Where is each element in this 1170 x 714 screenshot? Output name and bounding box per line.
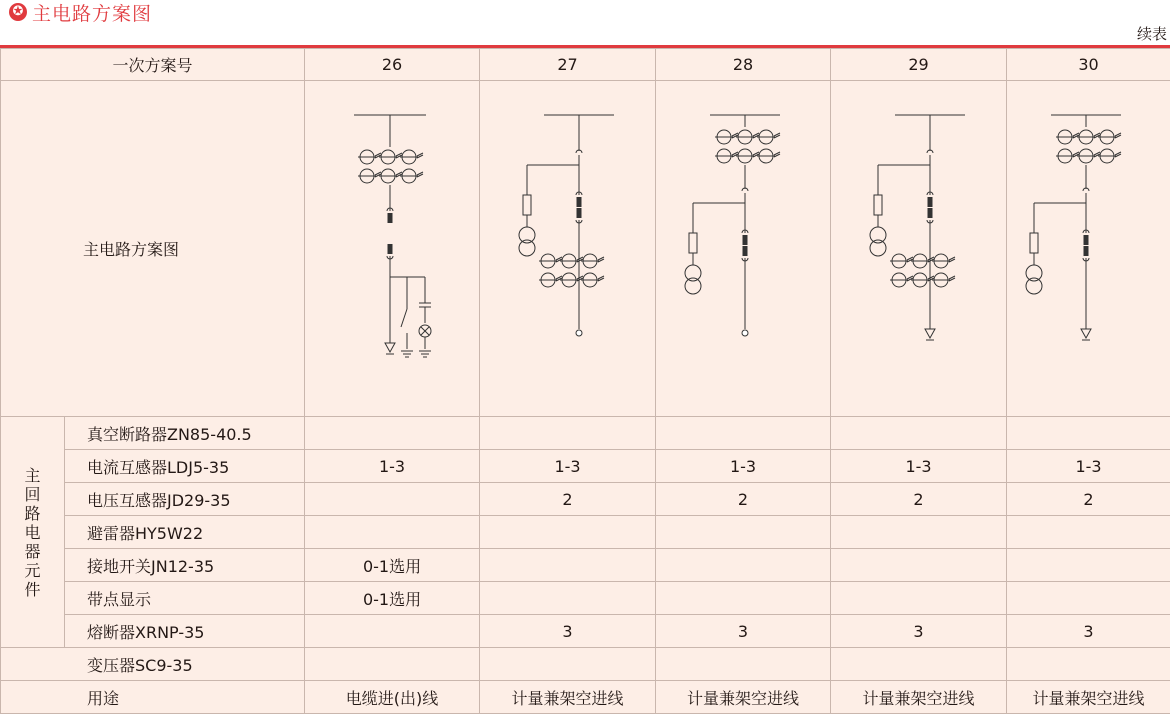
circuit-diagram-30: [1007, 81, 1170, 417]
table-cell: 2: [480, 483, 656, 516]
circuit-diagram-26-svg: [305, 81, 480, 416]
table-cell: 1-3: [305, 450, 480, 483]
table-cell: 电缆进(出)线: [305, 681, 480, 714]
group-char: 器: [1, 542, 64, 561]
table-row: [1, 681, 1170, 714]
diagram-row-label: 主电路方案图: [1, 81, 305, 417]
arrester-icon: [1081, 329, 1091, 338]
table-cell: [831, 582, 1007, 615]
table-row: [1, 450, 1170, 483]
scheme-table: [0, 48, 1170, 714]
row-label: 熔断器XRNP-35: [65, 615, 305, 648]
circuit-diagram-28-svg: [656, 81, 831, 416]
table-cell: [480, 648, 656, 681]
circuit-diagram-30-svg: [1007, 81, 1170, 416]
diagram-row: [1, 81, 1170, 417]
voltage-transformer-icon: [870, 227, 886, 243]
circuit-diagram-27: [480, 81, 656, 417]
ct-arrow: [1115, 152, 1121, 157]
row-label: 变压器SC9-35: [1, 648, 305, 681]
fuse-icon: [523, 195, 531, 215]
ct-arrow: [774, 133, 780, 138]
voltage-transformer-icon: [519, 240, 535, 256]
section-header: [0, 0, 1170, 48]
table-cell: 3: [831, 615, 1007, 648]
row-label: 接地开关JN12-35: [65, 549, 305, 582]
fuse-icon: [689, 233, 697, 253]
terminal-icon: [742, 330, 748, 336]
ct-arrow: [949, 276, 955, 281]
table-row: [1, 483, 1170, 516]
table-cell: [1007, 648, 1170, 681]
table-cell: 3: [656, 615, 831, 648]
row-label: 带点显示: [65, 582, 305, 615]
table-cell: [1007, 549, 1170, 582]
ct-arrow: [417, 153, 423, 158]
scheme-number: 28: [656, 49, 831, 81]
table-cell: [1007, 582, 1170, 615]
fuse-icon: [1030, 233, 1038, 253]
table-cell: [305, 516, 480, 549]
table-cell: [831, 417, 1007, 450]
table-cell: [831, 648, 1007, 681]
circuit-diagram-26: [305, 81, 480, 417]
voltage-transformer-icon: [685, 278, 701, 294]
group-char: 路: [1, 504, 64, 523]
row-label: 电流互感器LDJ5-35: [65, 450, 305, 483]
ct-arrow: [949, 257, 955, 262]
section-title: 主电路方案图: [32, 0, 152, 26]
header-row: [1, 49, 1170, 81]
arrester-icon: [385, 343, 395, 352]
scheme-number: 27: [480, 49, 656, 81]
table-cell: 计量兼架空进线: [656, 681, 831, 714]
row-label: 避雷器HY5W22: [65, 516, 305, 549]
row-label: 真空断路器ZN85-40.5: [65, 417, 305, 450]
table-cell: 0-1选用: [305, 582, 480, 615]
circuit-diagram-27-svg: [480, 81, 656, 416]
table-cell: 2: [656, 483, 831, 516]
table-cell: [480, 417, 656, 450]
table-cell: [656, 516, 831, 549]
table-cell: [305, 483, 480, 516]
table-cell: 1-3: [1007, 450, 1170, 483]
table-row: [1, 549, 1170, 582]
table-cell: 计量兼架空进线: [480, 681, 656, 714]
table-cell: 3: [1007, 615, 1170, 648]
table-cell: 0-1选用: [305, 549, 480, 582]
table-cell: [305, 417, 480, 450]
scheme-number: 30: [1007, 49, 1170, 81]
circuit-diagram-28: [656, 81, 831, 417]
table-row: [1, 582, 1170, 615]
group-char: 电: [1, 523, 64, 542]
table-row: [1, 417, 1170, 450]
table-cell: 1-3: [656, 450, 831, 483]
table-cell: 3: [480, 615, 656, 648]
table-cell: [480, 516, 656, 549]
ct-arrow: [598, 257, 604, 262]
voltage-transformer-icon: [519, 227, 535, 243]
circuit-diagram-29: [831, 81, 1007, 417]
table-cell: [305, 648, 480, 681]
table-cell: [1007, 417, 1170, 450]
table-row: [1, 615, 1170, 648]
ct-arrow: [417, 172, 423, 177]
table-cell: 1-3: [831, 450, 1007, 483]
scheme-number: 29: [831, 49, 1007, 81]
voltage-transformer-icon: [1026, 278, 1042, 294]
table-row: [1, 516, 1170, 549]
ct-arrow: [774, 152, 780, 157]
ct-arrow: [1115, 133, 1121, 138]
table-cell: [1007, 516, 1170, 549]
table-cell: 计量兼架空进线: [1007, 681, 1170, 714]
table-cell: 2: [831, 483, 1007, 516]
table-cell: 计量兼架空进线: [831, 681, 1007, 714]
group-char: 回: [1, 485, 64, 504]
row-label: 电压互感器JD29-35: [65, 483, 305, 516]
group-char: 元: [1, 561, 64, 580]
table-cell: [831, 516, 1007, 549]
table-cell: 2: [1007, 483, 1170, 516]
voltage-transformer-icon: [870, 240, 886, 256]
switch-blade: [401, 309, 407, 327]
table-cell: [656, 549, 831, 582]
circuit-diagram-29-svg: [831, 81, 1007, 416]
continuation-label: 续表: [1137, 23, 1167, 44]
table-cell: [831, 549, 1007, 582]
scheme-number: 26: [305, 49, 480, 81]
terminal-icon: [576, 330, 582, 336]
table-row: [1, 648, 1170, 681]
group-char: 件: [1, 580, 64, 599]
group-label: [1, 417, 65, 648]
table-cell: [656, 648, 831, 681]
table-cell: [656, 417, 831, 450]
scheme-number-label: 一次方案号: [1, 49, 305, 81]
group-char: 主: [1, 466, 64, 485]
star-badge-icon: ✪: [9, 3, 27, 21]
table-cell: [480, 582, 656, 615]
table-cell: [480, 549, 656, 582]
ct-arrow: [598, 276, 604, 281]
voltage-transformer-icon: [1026, 265, 1042, 281]
table-cell: [305, 615, 480, 648]
table-cell: 1-3: [480, 450, 656, 483]
fuse-icon: [874, 195, 882, 215]
voltage-transformer-icon: [685, 265, 701, 281]
row-label: 用途: [1, 681, 305, 714]
table-cell: [656, 582, 831, 615]
arrester-icon: [925, 329, 935, 338]
